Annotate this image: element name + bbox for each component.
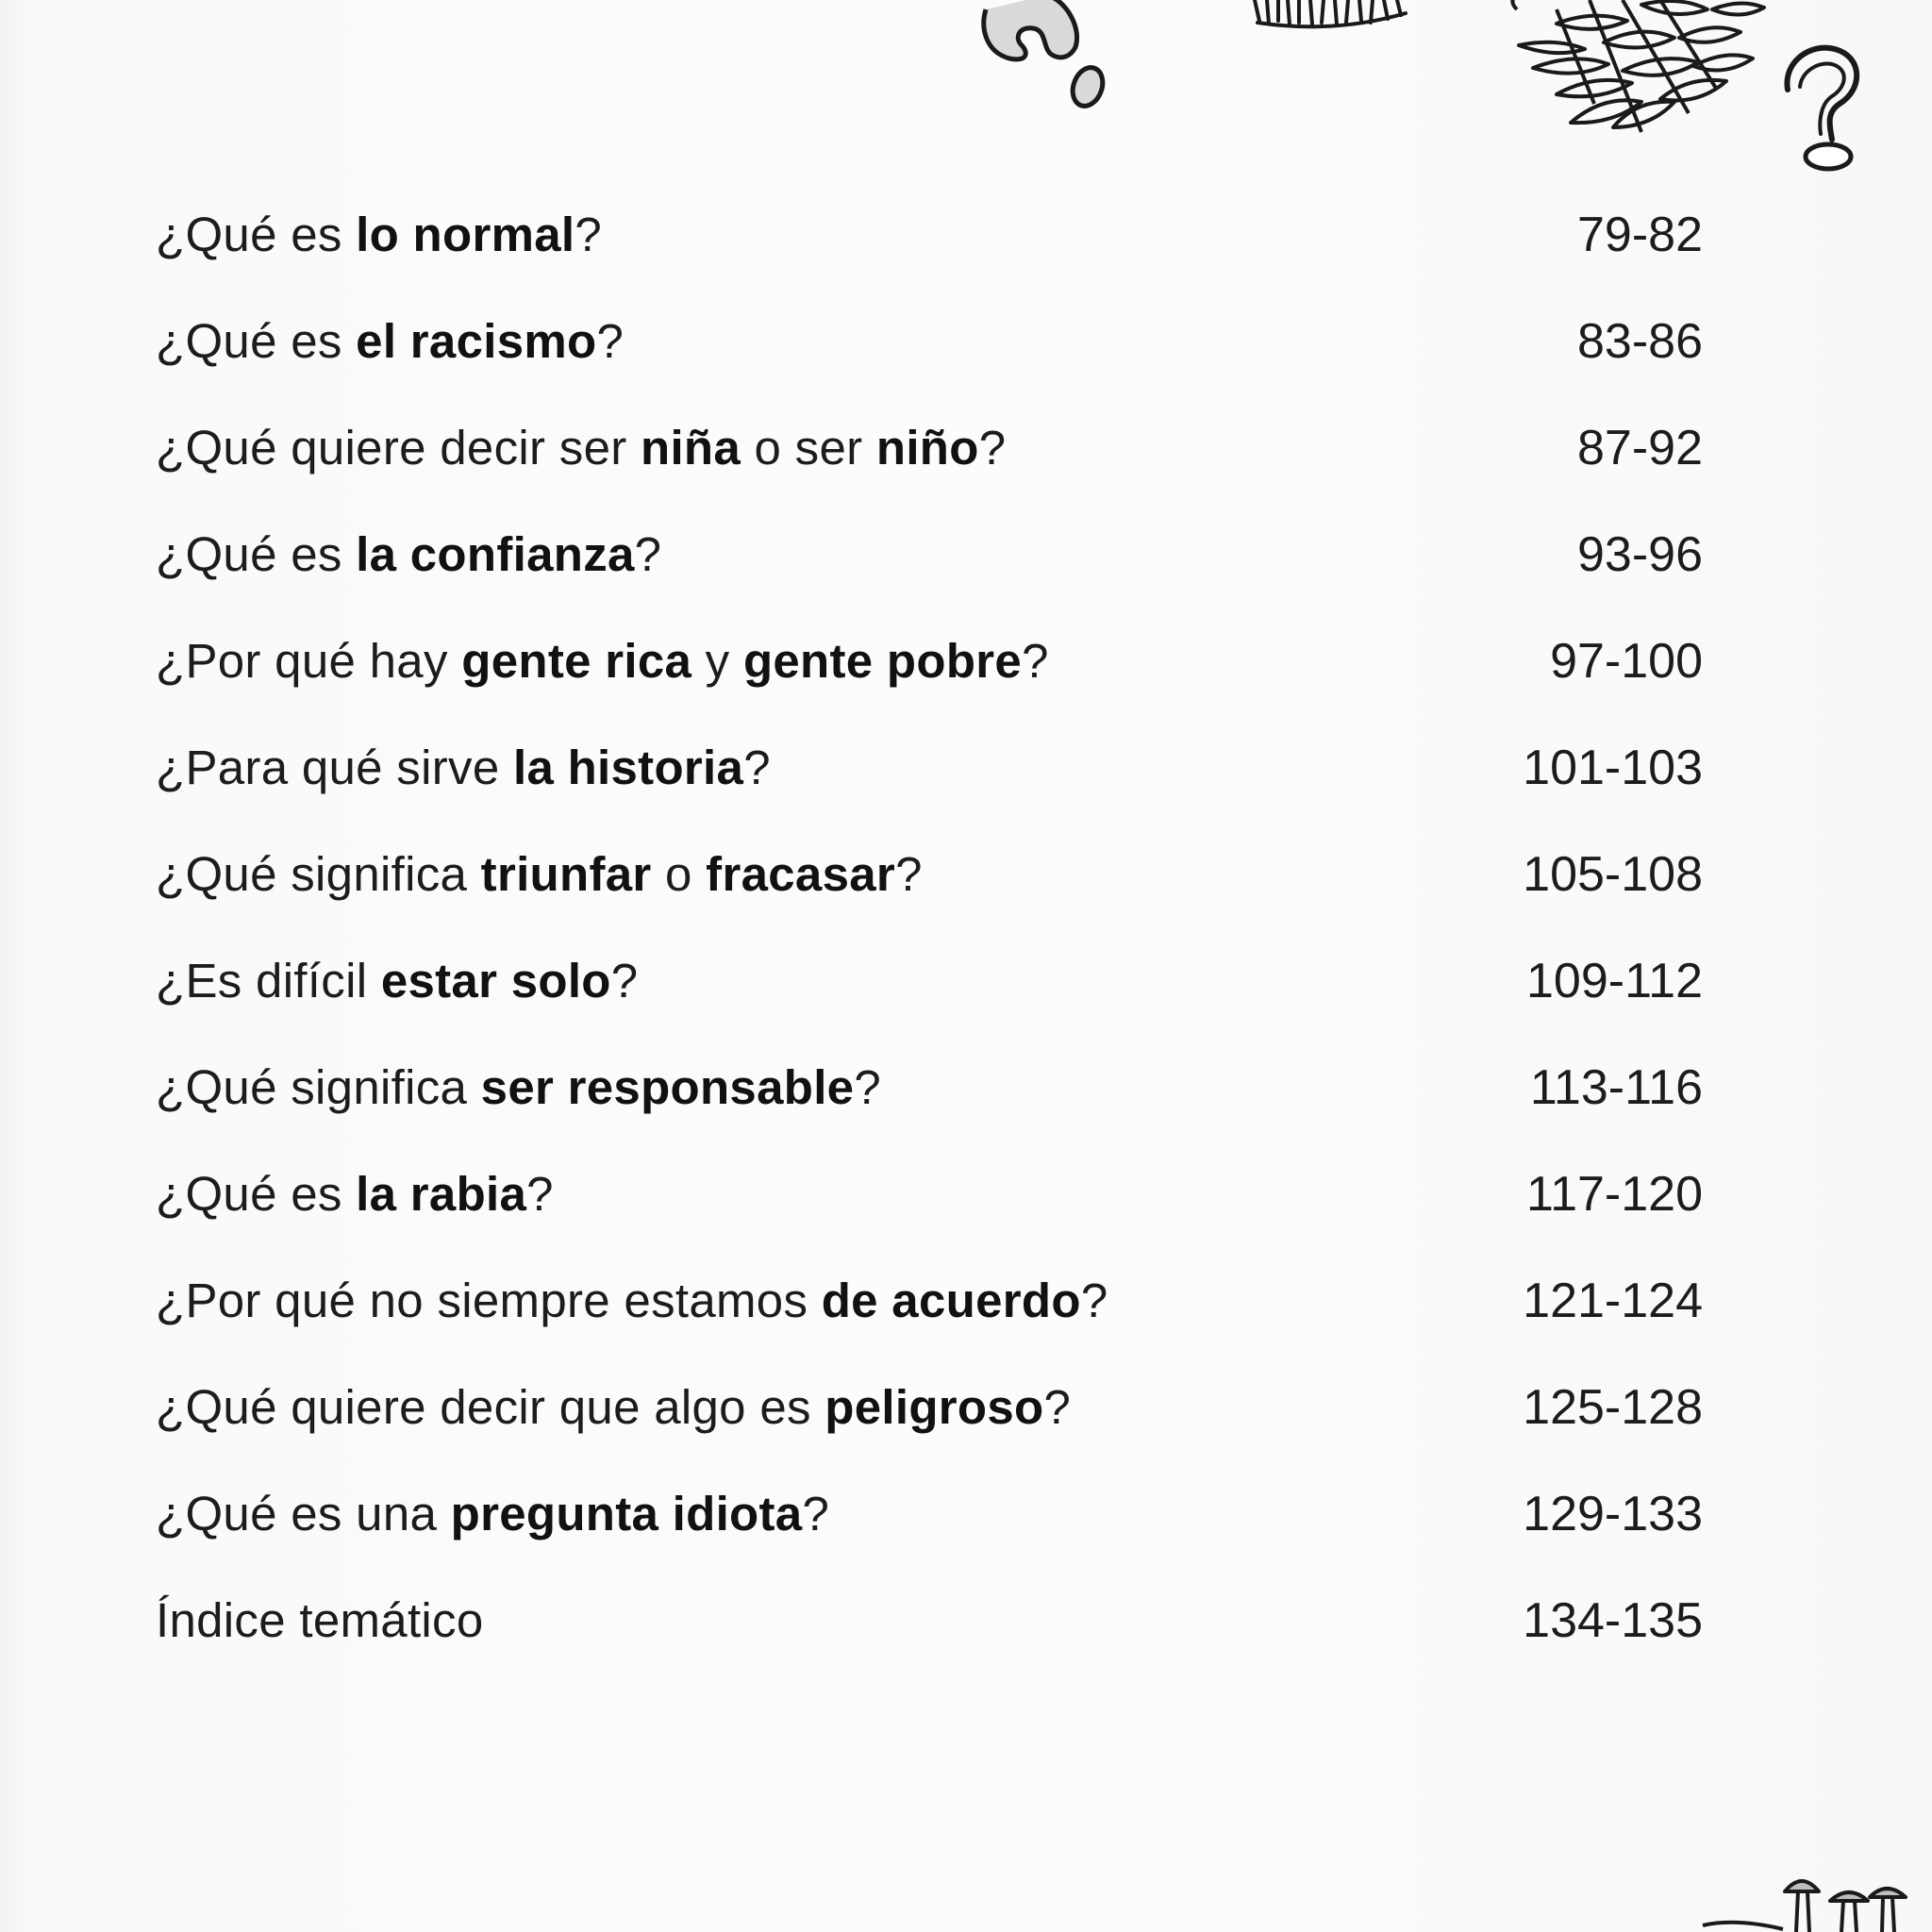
toc-entry-title: ¿Por qué hay gente rica y gente pobre? <box>156 634 1049 688</box>
toc-entry-title: ¿Qué es la confianza? <box>156 527 662 581</box>
toc-entry <box>156 1485 1703 1591</box>
toc-entry <box>156 1165 1703 1272</box>
toc-entry-title: ¿Por qué no siempre estamos de acuerdo? <box>156 1274 1108 1327</box>
leafy-bush-doodle-icon <box>1500 0 1821 137</box>
toc-entry-pages: 134-135 <box>1523 1593 1703 1648</box>
toc-entry-title: ¿Qué significa triunfar o fracasar? <box>156 847 923 901</box>
toc-entry-pages: 93-96 <box>1577 527 1703 582</box>
toc-entry-pages: 109-112 <box>1526 954 1703 1008</box>
toc-entry-title: ¿Para qué sirve la historia? <box>156 741 771 794</box>
mushrooms-doodle-icon <box>1698 1863 1932 1932</box>
toc-entry-pages: 105-108 <box>1523 847 1703 902</box>
toc-entry-pages: 101-103 <box>1523 741 1703 795</box>
toc-entry <box>156 952 1703 1058</box>
toc-entry-title: ¿Qué es la rabia? <box>156 1167 554 1221</box>
toc-entry-pages: 97-100 <box>1550 634 1703 689</box>
toc-entry-title: ¿Qué es lo normal? <box>156 208 603 261</box>
toc-entry-pages: 129-133 <box>1523 1487 1703 1541</box>
question-mark-doodle-right-icon <box>1774 38 1887 179</box>
toc-entry <box>156 206 1703 312</box>
toc-entry-title: ¿Es difícil estar solo? <box>156 954 639 1008</box>
toc-entry-title: ¿Qué quiere decir que algo es peligroso? <box>156 1380 1072 1434</box>
toc-entry <box>156 525 1703 632</box>
toc-entry-title: ¿Qué es el racismo? <box>156 314 625 368</box>
toc-entry-pages: 117-120 <box>1526 1167 1703 1222</box>
toc-entry <box>156 1272 1703 1378</box>
toc-entry-pages: 83-86 <box>1577 314 1703 369</box>
toc-entry-title: ¿Qué es una pregunta idiota? <box>156 1487 830 1541</box>
toc-entry-pages: 79-82 <box>1577 208 1703 262</box>
toc-entry <box>156 739 1703 845</box>
table-of-contents <box>156 206 1703 1698</box>
toc-entry <box>156 1378 1703 1485</box>
question-mark-doodle-left-icon <box>976 0 1118 118</box>
toc-entry <box>156 1058 1703 1165</box>
toc-entry <box>156 419 1703 525</box>
toc-entry-pages: 87-92 <box>1577 421 1703 475</box>
grass-doodle-icon <box>1250 0 1420 38</box>
toc-entry <box>156 312 1703 419</box>
toc-entry-pages: 125-128 <box>1523 1380 1703 1435</box>
toc-entry-title: ¿Qué significa ser responsable? <box>156 1060 882 1114</box>
toc-entry-title: Índice temático <box>156 1593 484 1647</box>
toc-entry-title: ¿Qué quiere decir ser niña o ser niño? <box>156 421 1007 475</box>
toc-entry-pages: 113-116 <box>1529 1060 1703 1115</box>
toc-entry <box>156 632 1703 739</box>
toc-entry-pages: 121-124 <box>1523 1274 1703 1328</box>
toc-entry <box>156 845 1703 952</box>
toc-entry-index <box>156 1591 1703 1698</box>
